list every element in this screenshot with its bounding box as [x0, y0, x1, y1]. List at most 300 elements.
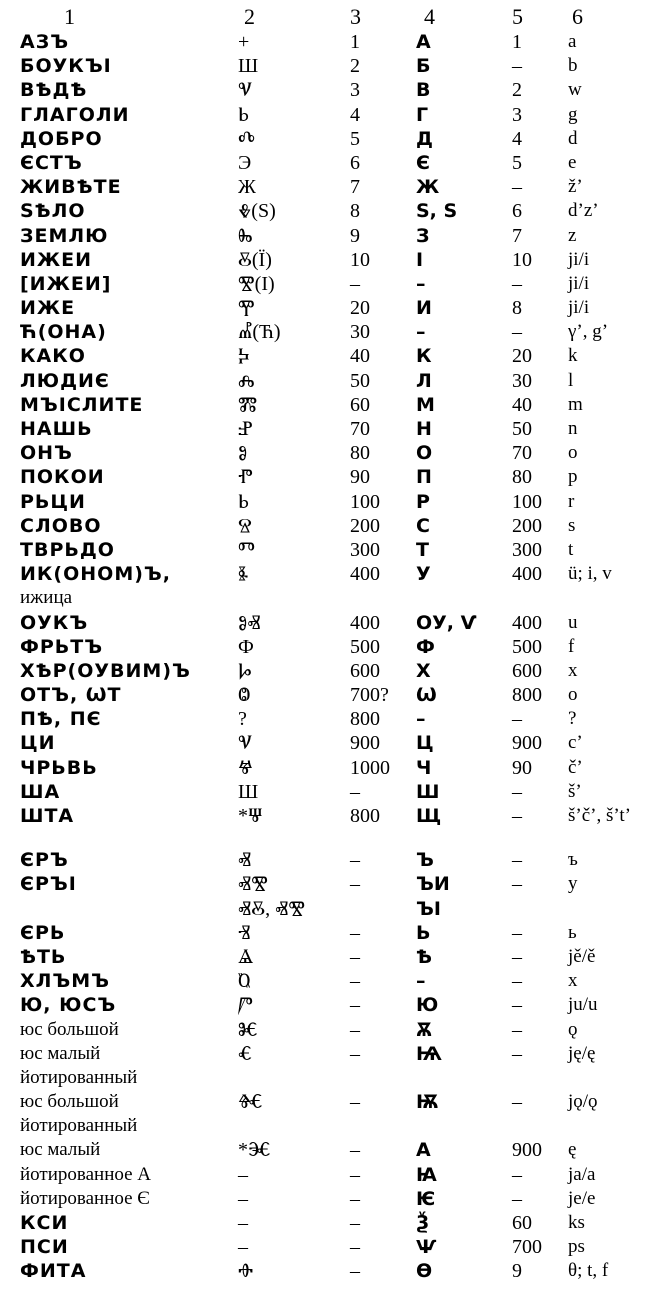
glagolitic-letter: ? — [238, 708, 247, 731]
glagolitic-letter: Ⰾ — [238, 369, 255, 392]
glagolitic-letter: Ⱐ — [238, 921, 251, 944]
table-row — [0, 780, 659, 804]
cyrillic-letter: ОУ, Ѵ — [416, 611, 477, 634]
alphabet-table-body — [0, 30, 659, 1284]
cyrillic-numeric-value: – — [512, 805, 522, 827]
glagolitic-letter: Ⱈ — [238, 659, 252, 682]
glagolitic-numeric-value: 400 — [350, 563, 380, 586]
glagolitic-numeric-value: 800 — [350, 805, 380, 827]
glagolitic-letter: Ж — [238, 176, 256, 199]
cyrillic-numeric-value: 700 — [512, 1236, 542, 1259]
transliteration: ъ — [568, 849, 578, 871]
transliteration: c’ — [568, 732, 583, 754]
cyrillic-numeric-value: 8 — [512, 297, 522, 320]
letter-name: йотированное Є — [20, 1187, 150, 1209]
transliteration: ks — [568, 1212, 585, 1233]
column-header-1: 1 — [64, 4, 75, 29]
cyrillic-letter: ЪI — [416, 897, 441, 920]
transliteration: ? — [568, 708, 577, 730]
glagolitic-letter: Ⰺ(І) — [238, 272, 275, 295]
glagolitic-letter: Ⱒ — [238, 970, 251, 993]
transliteration: ǫ — [568, 1018, 578, 1040]
glagolitic-numeric-value: 200 — [350, 514, 380, 537]
letter-name: ИЖЕИ — [20, 248, 93, 271]
cyrillic-letter: В — [416, 79, 431, 102]
transliteration: p — [568, 466, 578, 488]
cyrillic-letter: О — [416, 442, 433, 465]
cyrillic-numeric-value: – — [512, 970, 522, 993]
cyrillic-letter: Є — [416, 151, 430, 174]
letter-name: ИЖЕ — [20, 297, 76, 320]
glagolitic-letter: – — [238, 1212, 248, 1234]
table-row — [0, 151, 659, 175]
glagolitic-letter: Ⱂ — [238, 466, 253, 489]
glagolitic-numeric-value: – — [350, 1091, 360, 1114]
cyrillic-numeric-value: – — [512, 849, 522, 872]
cyrillic-letter: Ꙗ — [416, 1163, 437, 1186]
cyrillic-letter: Т — [416, 538, 429, 561]
table-row — [0, 731, 659, 755]
cyrillic-numeric-value: 20 — [512, 345, 532, 368]
letter-name: НАШЬ — [20, 418, 93, 440]
transliteration: ę — [568, 1139, 577, 1161]
table-row — [0, 586, 659, 610]
glagolitic-numeric-value: 600 — [350, 659, 380, 682]
transliteration: γ’, g’ — [568, 321, 609, 343]
cyrillic-letter: Ѥ — [416, 1187, 436, 1210]
glagolitic-letter: Ⱘ — [238, 1018, 258, 1041]
table-row — [0, 344, 659, 368]
glagolitic-numeric-value: – — [350, 780, 360, 803]
table-row — [0, 804, 659, 828]
glagolitic-numeric-value: 10 — [350, 248, 370, 271]
glagolitic-letter: Ф — [238, 635, 254, 658]
transliteration: θ; t, f — [568, 1260, 609, 1282]
cyrillic-numeric-value: 1 — [512, 31, 522, 53]
cyrillic-letter: – — [416, 970, 426, 993]
cyrillic-letter: Щ — [416, 805, 442, 827]
cyrillic-numeric-value: 5 — [512, 151, 522, 174]
letter-name: ѢТЬ — [20, 945, 67, 968]
cyrillic-letter: Ц — [416, 732, 434, 755]
cyrillic-letter: Р — [416, 490, 430, 513]
table-row — [0, 369, 659, 393]
glagolitic-letter: Ⰴ — [238, 127, 256, 150]
cyrillic-numeric-value: 6 — [512, 200, 522, 223]
cyrillic-numeric-value: 600 — [512, 659, 542, 682]
cyrillic-letter: А — [416, 31, 431, 53]
transliteration: ь — [568, 921, 577, 943]
glagolitic-numeric-value: – — [350, 945, 360, 968]
glagolitic-numeric-value: 8 — [350, 200, 360, 223]
column-header-3: 3 — [350, 4, 361, 29]
cyrillic-numeric-value: – — [512, 272, 522, 295]
glagolitic-numeric-value: 20 — [350, 297, 370, 320]
column-header-4: 4 — [424, 4, 435, 29]
letter-name: юс большой — [20, 1018, 119, 1040]
cyrillic-numeric-value: 80 — [512, 466, 532, 489]
cyrillic-numeric-value: – — [512, 873, 522, 896]
glagolitic-numeric-value: 800 — [350, 708, 380, 731]
table-row — [0, 969, 659, 993]
letter-name: КАКО — [20, 345, 86, 368]
glagolitic-numeric-value: 500 — [350, 635, 380, 658]
cyrillic-letter: С — [416, 514, 430, 537]
cyrillic-numeric-value: 70 — [512, 442, 532, 465]
table-row — [0, 1090, 659, 1114]
cyrillic-letter: З — [416, 224, 430, 247]
glagolitic-numeric-value: 400 — [350, 611, 380, 634]
letter-name: ФИТА — [20, 1260, 87, 1283]
glagolitic-letter: – — [238, 1163, 248, 1186]
glagolitic-numeric-value: 70 — [350, 418, 370, 440]
glagolitic-letter: Ⱙ — [238, 1091, 263, 1114]
glagolitic-letter: Ⰻ(Ї) — [238, 248, 272, 271]
cyrillic-numeric-value: – — [512, 55, 522, 78]
cyrillic-numeric-value: – — [512, 1091, 522, 1114]
cyrillic-letter: І — [416, 248, 424, 271]
letter-name: ПОКОИ — [20, 466, 105, 489]
cyrillic-letter: Л — [416, 369, 432, 392]
letter-name: ОНЪ — [20, 442, 73, 465]
glagolitic-letter: Ⰷ(Ѕ) — [238, 200, 276, 223]
glagolitic-letter: *Ⱋ — [238, 805, 263, 827]
table-row — [0, 1163, 659, 1187]
letter-name: ЄРЬ — [20, 921, 66, 944]
table-row — [0, 707, 659, 731]
cyrillic-numeric-value: – — [512, 780, 522, 803]
table-row — [0, 54, 659, 78]
letter-name: ЖИВѢТЕ — [20, 176, 122, 199]
glagolitic-numeric-value: 5 — [350, 127, 360, 150]
letter-name: ЗЕМЛЮ — [20, 224, 109, 247]
table-row — [0, 1114, 659, 1138]
letter-name: ТВРЬДО — [20, 538, 115, 561]
table-row — [0, 1259, 659, 1283]
cyrillic-numeric-value: 300 — [512, 538, 542, 561]
cyrillic-numeric-value: 90 — [512, 756, 532, 779]
table-row — [0, 756, 659, 780]
cyrillic-numeric-value: 500 — [512, 635, 542, 658]
cyrillic-numeric-value: 7 — [512, 224, 522, 247]
letter-name: Ћ(ОНА) — [20, 321, 107, 344]
cyrillic-numeric-value: – — [512, 1163, 522, 1186]
letter-name: ЧРЬВЬ — [20, 756, 98, 779]
transliteration: ju/u — [568, 994, 598, 1016]
cyrillic-letter: Ѫ — [416, 1018, 433, 1041]
letter-name: ХѢР(ОУВИМ)Ъ — [20, 659, 191, 682]
cyrillic-letter: Ѭ — [416, 1091, 440, 1114]
glagolitic-numeric-value: – — [350, 1236, 360, 1259]
cyrillic-letter: – — [416, 321, 426, 344]
letter-name: юс большой — [20, 1091, 119, 1113]
table-row — [0, 514, 659, 538]
transliteration: ji/i — [568, 272, 590, 294]
cyrillic-letter: И — [416, 297, 432, 320]
glagolitic-numeric-value: – — [350, 272, 360, 295]
letter-name: ЅѢЛО — [20, 200, 86, 223]
glagolitic-numeric-value: – — [350, 970, 360, 993]
table-row — [0, 562, 659, 586]
glagolitic-letter: ⰑⰟ — [238, 611, 261, 634]
letter-name: ПѢ, ПЄ — [20, 708, 102, 731]
transliteration: f — [568, 635, 575, 657]
table-row — [0, 683, 659, 707]
glagolitic-numeric-value: 40 — [350, 345, 370, 368]
letter-name: йотированный — [20, 1115, 138, 1137]
glagolitic-letter: + — [238, 31, 250, 53]
table-row — [0, 296, 659, 320]
cyrillic-letter: Н — [416, 418, 432, 440]
glagolitic-numeric-value: 60 — [350, 393, 370, 416]
cyrillic-letter: Ѱ — [416, 1236, 437, 1259]
cyrillic-letter: М — [416, 393, 435, 416]
table-row — [0, 921, 659, 945]
transliteration: n — [568, 418, 578, 439]
glagolitic-numeric-value: 3 — [350, 79, 360, 102]
table-row — [0, 320, 659, 344]
table-row — [0, 224, 659, 248]
table-row — [0, 417, 659, 441]
letter-name: [ИЖЕИ] — [20, 272, 112, 295]
glagolitic-numeric-value: – — [350, 1212, 360, 1234]
cyrillic-numeric-value: 9 — [512, 1260, 522, 1283]
glagolitic-numeric-value: 900 — [350, 732, 380, 755]
glagolitic-letter: Ⱏ — [238, 849, 252, 872]
glagolitic-numeric-value: – — [350, 1018, 360, 1041]
cyrillic-letter: Г — [416, 103, 429, 126]
cyrillic-letter: Ж — [416, 176, 440, 199]
letter-name: ПСИ — [20, 1236, 69, 1259]
glagolitic-numeric-value: 2 — [350, 55, 360, 78]
letter-name: ЄСТЪ — [20, 151, 83, 174]
table-row — [0, 897, 659, 921]
transliteration: ps — [568, 1236, 585, 1258]
transliteration: ja/a — [568, 1163, 596, 1185]
cyrillic-letter: К — [416, 345, 432, 368]
transliteration: t — [568, 538, 574, 560]
cyrillic-numeric-value: 400 — [512, 611, 542, 634]
transliteration: s — [568, 514, 576, 536]
cyrillic-numeric-value: 4 — [512, 127, 522, 150]
letter-name: МЪIСЛИТЕ — [20, 393, 144, 416]
glagolitic-letter: – — [238, 1187, 248, 1210]
transliteration: l — [568, 369, 574, 391]
table-row — [0, 490, 659, 514]
table-row — [0, 441, 659, 465]
table-row — [0, 199, 659, 223]
cyrillic-numeric-value: – — [512, 176, 522, 199]
transliteration: e — [568, 151, 577, 173]
letter-name: юс малый — [20, 1139, 101, 1161]
transliteration: ü; i, v — [568, 563, 612, 585]
glagolitic-letter: Ш — [238, 55, 259, 78]
glagolitic-letter: Ш — [238, 780, 259, 803]
cyrillic-letter: Ѣ — [416, 945, 432, 968]
cyrillic-letter: А — [416, 1139, 431, 1162]
column-header-6: 6 — [572, 4, 583, 29]
cyrillic-numeric-value: – — [512, 1187, 522, 1210]
cyrillic-numeric-value: – — [512, 994, 522, 1017]
cyrillic-numeric-value: 3 — [512, 103, 522, 126]
table-row — [0, 127, 659, 151]
cyrillic-numeric-value: 40 — [512, 393, 532, 416]
transliteration: ję/ę — [568, 1042, 596, 1064]
cyrillic-letter: Б — [416, 55, 431, 78]
glagolitic-letter: Ⰽ — [238, 345, 250, 368]
glagolitic-letter: Ⰹ — [238, 297, 255, 320]
table-row — [0, 659, 659, 683]
letter-name: РЬЦИ — [20, 490, 86, 513]
cyrillic-letter: Ъ — [416, 849, 434, 872]
glagolitic-letter: Ⱔ — [238, 1042, 253, 1065]
glagolitic-letter: Ⱄ — [238, 514, 252, 537]
transliteration: š’č’, š’t’ — [568, 805, 631, 826]
cyrillic-letter: Д — [416, 127, 433, 150]
cyrillic-numeric-value: 400 — [512, 563, 542, 586]
glagolitic-letter: Ⱀ — [238, 418, 253, 440]
glagolitic-numeric-value: – — [350, 1260, 360, 1283]
cyrillic-numeric-value: – — [512, 1042, 522, 1065]
glagolitic-letter: Ⰿ — [238, 393, 258, 416]
letter-name: ижица — [20, 587, 73, 609]
glagolitic-letter: Ⱛ — [238, 563, 249, 586]
cyrillic-letter: Ь — [416, 921, 431, 944]
transliteration: r — [568, 490, 575, 512]
letter-name: ЦИ — [20, 732, 56, 755]
glagolitic-numeric-value: 9 — [350, 224, 360, 247]
cyrillic-letter: Ѕ, Ѕ — [416, 200, 458, 223]
transliteration: y — [568, 873, 578, 895]
glagolitic-letter: ⰟⰋ, ⰟⰊ — [238, 897, 306, 920]
cyrillic-numeric-value: – — [512, 921, 522, 944]
glagolitic-numeric-value: – — [350, 1187, 360, 1210]
table-row — [0, 78, 659, 102]
cyrillic-letter: Ю — [416, 994, 439, 1017]
glagolitic-letter: Э — [238, 151, 252, 174]
glagolitic-numeric-value: 300 — [350, 538, 380, 561]
transliteration: x — [568, 970, 578, 992]
cyrillic-letter: Ч — [416, 756, 432, 779]
transliteration: jǫ/ǫ — [568, 1091, 598, 1113]
glagolitic-letter: Ⱑ — [238, 945, 254, 968]
cyrillic-numeric-value: 100 — [512, 490, 542, 513]
transliteration: ji/i — [568, 248, 590, 270]
letter-name: ОТЪ, ѠТ — [20, 684, 122, 707]
table-row — [0, 1042, 659, 1066]
glagolitic-numeric-value: – — [350, 849, 360, 872]
table-row — [0, 1211, 659, 1235]
cyrillic-letter: – — [416, 272, 426, 295]
cyrillic-letter: ЪИ — [416, 873, 450, 896]
transliteration: č’ — [568, 756, 583, 778]
glagolitic-letter: Ⱌ — [238, 732, 253, 755]
column-header-2: 2 — [244, 4, 255, 29]
cyrillic-letter: – — [416, 708, 426, 731]
transliteration: u — [568, 611, 578, 633]
transliteration: ji/i — [568, 297, 590, 319]
cyrillic-letter: Ш — [416, 780, 440, 803]
glagolitic-numeric-value: 7 — [350, 176, 360, 199]
glagolitic-letter: Ⱓ — [238, 994, 254, 1017]
glagolitic-numeric-value: 700? — [350, 684, 389, 707]
table-row — [0, 611, 659, 635]
glagolitic-numeric-value: 1 — [350, 31, 360, 53]
cyrillic-numeric-value: 60 — [512, 1212, 532, 1234]
transliteration: d’z’ — [568, 200, 599, 222]
transliteration: jě/ě — [568, 945, 596, 967]
table-row — [0, 103, 659, 127]
letter-name: ОУКЪ — [20, 611, 89, 634]
cyrillic-numeric-value: 900 — [512, 1139, 542, 1162]
glagolitic-numeric-value: – — [350, 1042, 360, 1065]
letter-name: ФРЬТЪ — [20, 635, 104, 658]
letter-name: йотированный — [20, 1066, 138, 1088]
glagolitic-numeric-value: 30 — [350, 321, 370, 344]
cyrillic-numeric-value: 900 — [512, 732, 542, 755]
cyrillic-letter: У — [416, 563, 431, 586]
table-row — [0, 1235, 659, 1259]
table-row — [0, 272, 659, 296]
transliteration: d — [568, 127, 578, 149]
cyrillic-numeric-value: 2 — [512, 79, 522, 102]
cyrillic-numeric-value: – — [512, 945, 522, 968]
letter-name: КСИ — [20, 1212, 69, 1234]
glagolitic-letter: *Ⱗ — [238, 1139, 271, 1162]
cyrillic-letter: Ѡ — [416, 684, 437, 707]
table-row — [0, 248, 659, 272]
table-row — [0, 848, 659, 872]
table-row — [0, 1138, 659, 1162]
letter-name: ЄРЪI — [20, 873, 77, 896]
glagolitic-numeric-value: 100 — [350, 490, 380, 513]
glagolitic-numeric-value: 90 — [350, 466, 370, 489]
glagolitic-numeric-value: 80 — [350, 442, 370, 465]
table-row — [0, 993, 659, 1017]
transliteration: je/e — [568, 1187, 596, 1209]
letter-name: ЄРЪ — [20, 849, 69, 872]
cyrillic-letter: П — [416, 466, 432, 489]
letter-name: йотированное А — [20, 1163, 152, 1185]
cyrillic-numeric-value: – — [512, 1018, 522, 1041]
table-row — [0, 1066, 659, 1090]
cyrillic-letter: Х — [416, 659, 431, 682]
table-row — [0, 945, 659, 969]
table-row — [0, 1187, 659, 1211]
transliteration: a — [568, 31, 577, 52]
letter-name: ГЛАГОЛИ — [20, 103, 130, 126]
glagolitic-numeric-value: – — [350, 1139, 360, 1162]
glagolitic-numeric-value: – — [350, 921, 360, 944]
table-row — [0, 393, 659, 417]
glagolitic-letter: Ⱚ — [238, 1260, 254, 1283]
glagolitic-letter: Ⱅ — [238, 538, 255, 561]
letter-name: ЛЮДИЄ — [20, 369, 110, 392]
cyrillic-numeric-value: – — [512, 708, 522, 731]
transliteration: z — [568, 224, 577, 246]
glagolitic-numeric-value: 1000 — [350, 756, 390, 779]
transliteration: x — [568, 659, 578, 681]
glagolitic-letter: Ⰸ — [238, 224, 253, 247]
glagolitic-letter: Ⱍ — [238, 756, 253, 779]
cyrillic-numeric-value: 50 — [512, 418, 532, 440]
transliteration: w — [568, 79, 582, 101]
table-row — [0, 465, 659, 489]
glagolitic-numeric-value: – — [350, 994, 360, 1017]
glagolitic-letter: ⰟⰊ — [238, 873, 268, 896]
glagolitic-letter: Ⱌ — [238, 79, 253, 102]
transliteration: k — [568, 345, 578, 367]
